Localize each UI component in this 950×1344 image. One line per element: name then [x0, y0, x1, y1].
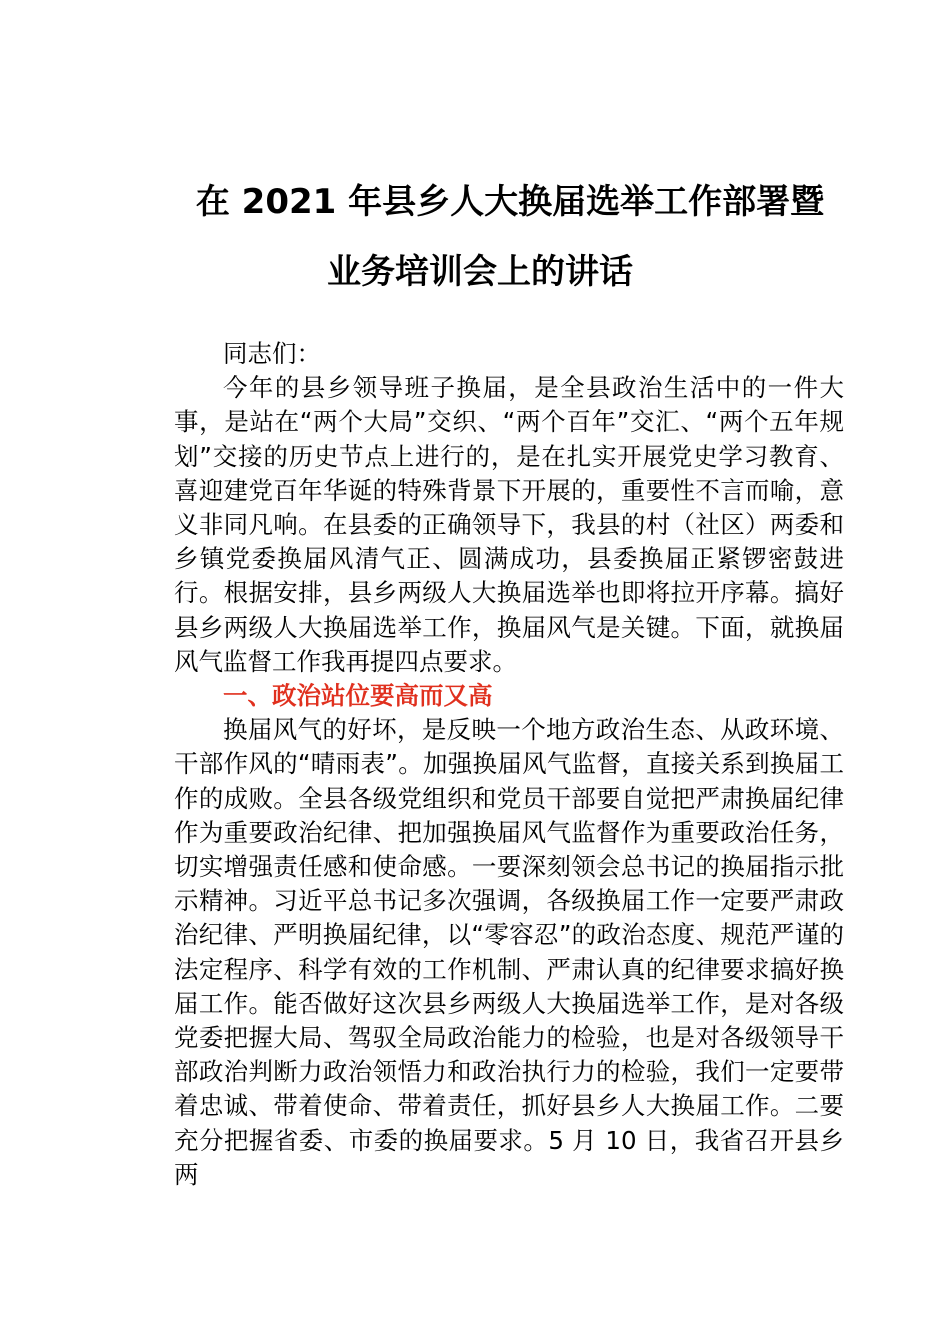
salutation: 同志们：: [223, 339, 321, 368]
document-title-line1: 在 2021 年县乡人大换届选举工作部署暨: [195, 182, 825, 222]
document-title-line2: 业务培训会上的讲话: [327, 252, 633, 292]
section-heading-1: 一、政治站位要高而又高: [223, 681, 493, 711]
document-body: [174, 337, 844, 1192]
paragraph-section-1: 换届风气的好坏，是反映一个地方政治生态、从政环境、干部作风的“晴雨表”。加强换届风气监督，直接关系到换届工作的成败。全县各级党组织和党员干部要自觉把严肃换届纪律作为重要政治纪律、把加强换届风气监督作为重要政治任务，切实增强责任感和使命感。一要深刻领会总书记的换届指示批示精神。习近平总书记多次强调，各级换届工作一定要严肃政治纪律、严明换届纪律，以“零容忍”的政治态度、规范严谨的法定程序、科学有效的工作机制、严肃认真的纪律要求搞好换届工作。能否做好这次县乡两级人大换届选举工作，是对各级党委把握大局、驾驭全局政治能力的检验，也是对各级领导干部政治判断力政治领悟力和政治执行力的检验，我们一定要带着忠诚、带着使命、带着责任，抓好县乡人大换届工作。二要充分把握省委、市委的换届要求。5 月 10 日，我省召开县乡两: [174, 715, 844, 1189]
paragraph-intro: 今年的县乡领导班子换届，是全县政治生活中的一件大事，是站在“两个大局”交织、“两个百年”交汇、“两个五年规划”交接的历史节点上进行的，是在扎实开展党史学习教育、喜迎建党百年华诞的特殊背景下开展的，重要性不言而喻，意义非同凡响。在县委的正确领导下，我县的村（社区）两委和乡镇党委换届风清气正、圆满成功，县委换届正紧锣密鼓进行。根据安排，县乡两级人大换届选举也即将拉开序幕。搞好县乡两级人大换届选举工作，换届风气是关键。下面，就换届风气监督工作我再提四点要求。: [174, 373, 844, 676]
